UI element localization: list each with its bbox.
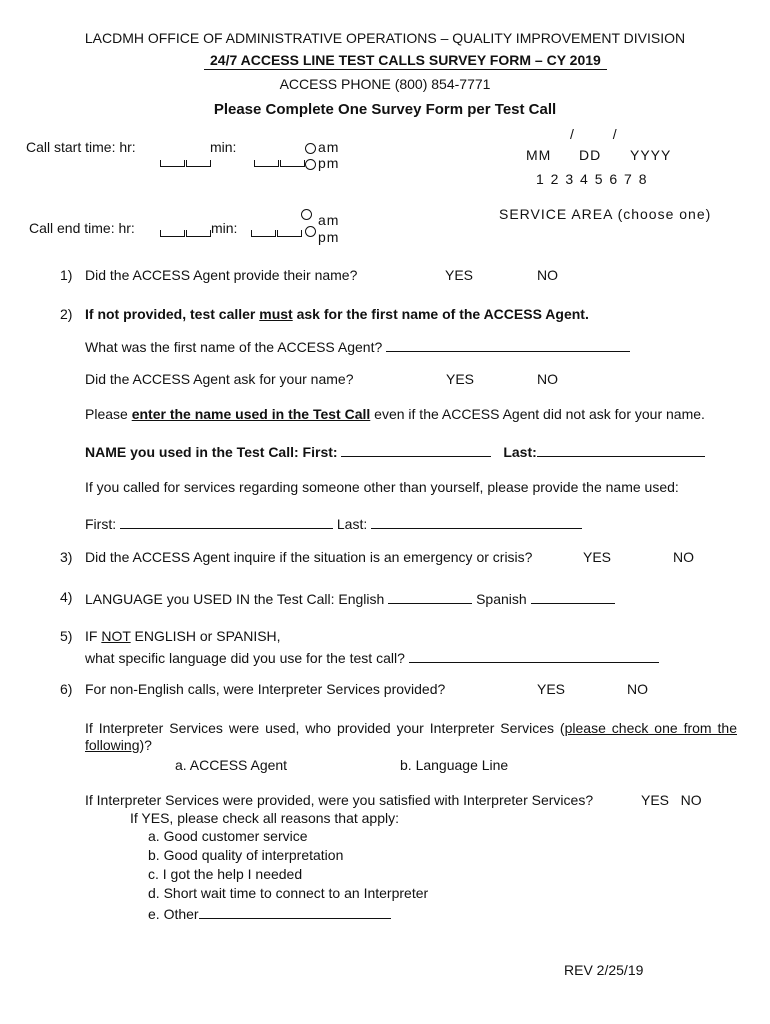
reason-b[interactable]: b. Good quality of interpretation [148, 847, 344, 863]
agent-first-name-field[interactable] [386, 337, 630, 352]
start-hr-box-1[interactable] [160, 160, 185, 167]
q3-number: 3) [60, 549, 73, 565]
q6-reasons-intro: If YES, please check all reasons that apply: [130, 810, 400, 826]
end-min-box-1[interactable] [251, 230, 276, 237]
q6-option-language-line[interactable]: b. Language Line [400, 757, 509, 773]
end-min-box-2[interactable] [277, 230, 302, 237]
spanish-field[interactable] [531, 589, 615, 604]
end-hr-box-2[interactable] [186, 230, 211, 237]
english-field[interactable] [388, 589, 472, 604]
access-phone: ACCESS PHONE (800) 854-7771 [279, 76, 491, 92]
q6-no[interactable]: NO [627, 681, 648, 697]
date-yyyy-label: YYYY [630, 147, 672, 163]
call-start-min-label: min: [210, 139, 237, 155]
q6-who-provided: If Interpreter Services were used, who provided your Interpreter Services (please check one from the following)? [85, 720, 737, 753]
form-title: 24/7 ACCESS LINE TEST CALLS SURVEY FORM – CY 2019 [204, 52, 607, 70]
q2-ask-name-question: Did the ACCESS Agent ask for your name? [85, 371, 354, 387]
reason-e[interactable]: e. Other [148, 904, 391, 922]
call-end-hr-label: Call end time: hr: [29, 220, 135, 236]
revision-date: REV 2/25/19 [564, 962, 644, 978]
reason-a[interactable]: a. Good customer service [148, 828, 308, 844]
q3-yes[interactable]: YES [583, 549, 612, 565]
other-reason-field[interactable] [199, 904, 391, 919]
q2-number: 2) [60, 306, 73, 322]
date-mm-label: MM [526, 147, 552, 163]
end-pm-label: pm [318, 229, 340, 245]
form-instruction: Please Complete One Survey Form per Test Call [213, 101, 557, 118]
start-min-box-2[interactable] [280, 160, 305, 167]
other-last-name-field[interactable] [371, 514, 582, 529]
q4-row: LANGUAGE you USED IN the Test Call: English Spanish [85, 589, 615, 607]
date-slashes: / / [570, 126, 617, 142]
other-language-field[interactable] [409, 648, 659, 663]
q2-yes[interactable]: YES [446, 371, 475, 387]
name-used-last-field[interactable] [537, 442, 705, 457]
q5-line1: IF NOT ENGLISH or SPANISH, [85, 628, 281, 644]
q6-satisfied-question: If Interpreter Services were provided, were you satisfied with Interpreter Services? [85, 792, 594, 808]
q2-other-name-row: First: Last: [85, 514, 582, 532]
call-end-min-label: min: [211, 220, 238, 236]
start-pm-option[interactable]: pm [305, 155, 339, 171]
end-hr-box-1[interactable] [160, 230, 185, 237]
other-first-name-field[interactable] [120, 514, 333, 529]
q2-first-name-question: What was the first name of the ACCESS Agent? [85, 337, 630, 355]
q6-option-access-agent[interactable]: a. ACCESS Agent [175, 757, 288, 773]
service-area-label: SERVICE AREA (choose one) [499, 206, 712, 222]
q1-no[interactable]: NO [537, 267, 558, 283]
q1-number: 1) [60, 267, 73, 283]
q2-enter-name-instruction: Please enter the name used in the Test Call even if the ACCESS Agent did not ask for your name. [85, 406, 705, 422]
q4-number: 4) [60, 589, 73, 605]
reason-d[interactable]: d. Short wait time to connect to an Interpreter [148, 885, 429, 901]
radio-am-end-icon[interactable] [301, 209, 312, 220]
q1-text: Did the ACCESS Agent provide their name? [85, 267, 358, 283]
start-min-box-1[interactable] [254, 160, 279, 167]
q2-name-used-row: NAME you used in the Test Call: First: Last: [85, 442, 705, 460]
q2-instruction: If not provided, test caller must ask for the first name of the ACCESS Agent. [85, 306, 589, 322]
reason-c[interactable]: c. I got the help I needed [148, 866, 303, 882]
radio-pm-end-icon[interactable] [305, 226, 316, 237]
q6-text: For non-English calls, were Interpreter Services provided? [85, 681, 446, 697]
date-dd-label: DD [579, 147, 602, 163]
q2-other-person-note: If you called for services regarding someone other than yourself, please provide the name used: [85, 479, 679, 495]
q6-satisfied-yes-no[interactable]: YES NO [641, 792, 702, 808]
q5-number: 5) [60, 628, 73, 644]
q2-no[interactable]: NO [537, 371, 558, 387]
q1-yes[interactable]: YES [445, 267, 474, 283]
start-hr-box-2[interactable] [186, 160, 211, 167]
start-am-option[interactable]: am [305, 139, 339, 155]
radio-am-start-icon[interactable] [305, 143, 316, 154]
q3-text: Did the ACCESS Agent inquire if the situation is an emergency or crisis? [85, 549, 533, 565]
q6-number: 6) [60, 681, 73, 697]
end-am-label: am [318, 212, 340, 228]
radio-pm-start-icon[interactable] [305, 159, 316, 170]
header-office: LACDMH OFFICE OF ADMINISTRATIVE OPERATIONS – QUALITY IMPROVEMENT DIVISION [84, 30, 686, 46]
q3-no[interactable]: NO [673, 549, 694, 565]
date-digits: 1 2 3 4 5 6 7 8 [536, 171, 647, 187]
name-used-first-field[interactable] [341, 442, 491, 457]
call-start-hr-label: Call start time: hr: [26, 139, 136, 155]
q6-yes[interactable]: YES [537, 681, 566, 697]
q5-line2: what specific language did you use for the test call? [85, 648, 659, 666]
